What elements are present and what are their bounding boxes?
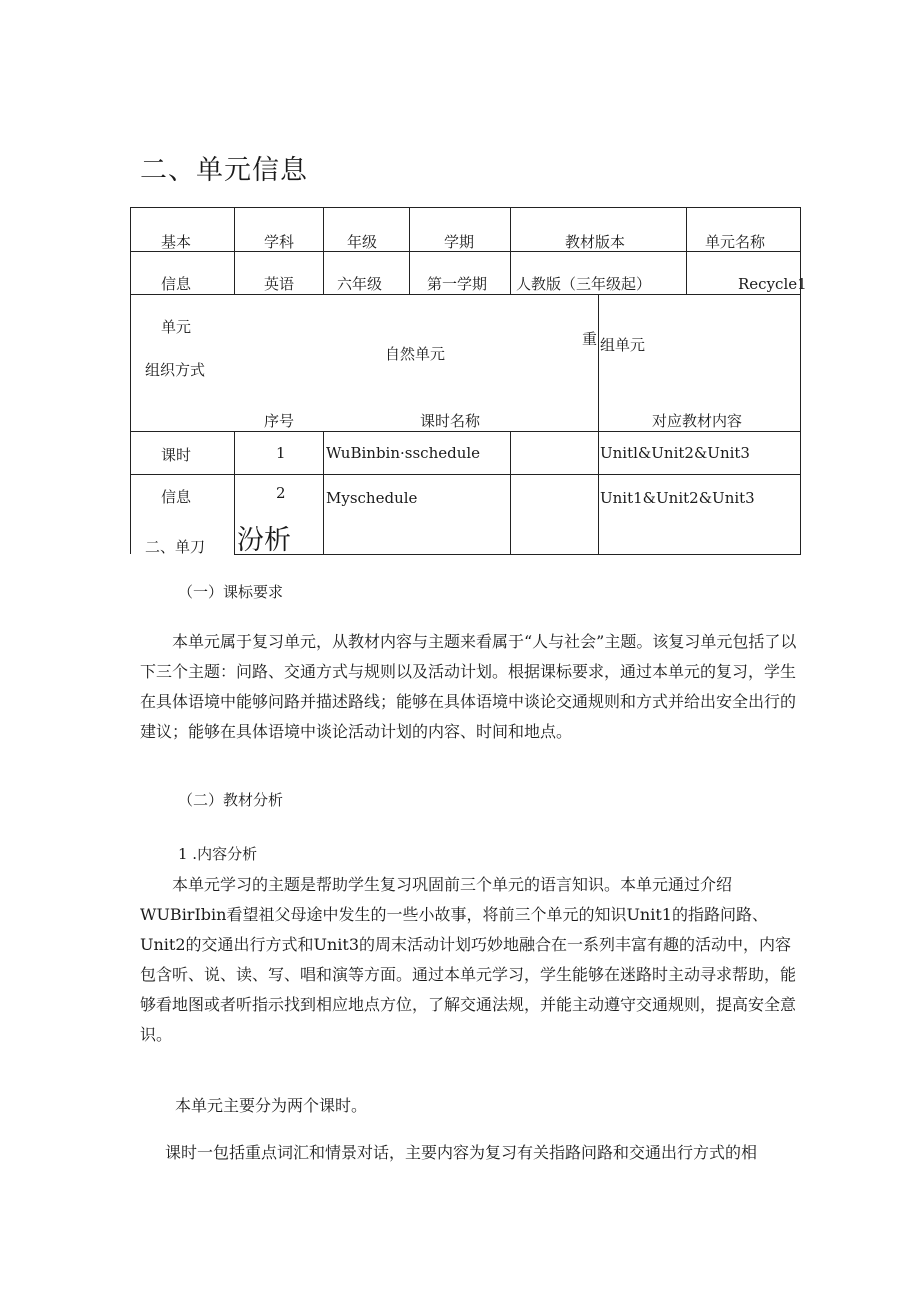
section-2-body — [140, 870, 800, 1050]
overflow-heading-left: 二、单刀 — [145, 538, 206, 556]
header-unit-name: 单元名称 — [705, 233, 766, 251]
section-2-paragraph-3: 课时一包括重点词汇和情景对话，主要内容为复习有关指路问路和交通出行方式的相 — [165, 1143, 758, 1162]
table-col-line — [510, 431, 511, 554]
lesson-content: Unitl&Unit2&Unit3 — [600, 444, 750, 462]
section-title: 二、单元信息 — [140, 155, 308, 186]
info-grade: 六年级 — [337, 275, 383, 293]
table-row-line — [130, 294, 801, 295]
table-col-line — [234, 431, 235, 554]
header-subject: 学科 — [264, 233, 295, 251]
table-border-right — [800, 207, 801, 554]
header-grade: 年级 — [347, 233, 378, 251]
section-1-body — [140, 627, 800, 747]
table-col-line — [686, 207, 687, 294]
header-textbook: 教材版本 — [565, 233, 626, 251]
lesson-seq: 2 — [276, 484, 286, 502]
section-2-paragraph: 本单元学习的主题是帮助学生复习巩固前三个单元的语言知识。本单元通过介绍WUBirIbin看望祖父母途中发生的一些小故事，将前三个单元的知识Unit1的指路问路、Unit2的交通出行方式和Unit3的周末活动计划巧妙地融合在一系列丰富有趣的活动中，内容包含听、说、读、写、唱和演等方面。通过本单元学习，学生能够在迷路时主动寻求帮助，能够看地图或者听指示找到相应地点方位，了解交通法规，并能主动遵守交通规则，提高安全意识。 — [140, 875, 797, 1044]
lesson-seq: 1 — [276, 444, 286, 462]
table-col-line — [598, 294, 599, 554]
header-term: 学期 — [444, 233, 475, 251]
table-row-line — [130, 431, 801, 432]
org-natural-unit: 自然单元 — [385, 345, 446, 363]
org-reorg-part2: 组单元 — [600, 336, 646, 354]
header-basic: 基本 — [161, 233, 192, 251]
info-unit-name: Recycle1 — [738, 275, 807, 293]
table-col-line — [409, 207, 410, 294]
table-row-line — [130, 474, 801, 475]
section-2-paragraph-2: 本单元主要分为两个课时。 — [175, 1096, 368, 1115]
section-1-heading: （一）课标要求 — [178, 583, 284, 601]
table-border-bottom — [234, 554, 801, 555]
overflow-heading-big: 汾析 — [237, 525, 291, 556]
table-col-line — [234, 207, 235, 294]
col-seq-header: 序号 — [264, 412, 295, 430]
info-textbook: 人教版（三年级起） — [516, 275, 652, 293]
info-subject: 英语 — [264, 275, 295, 293]
section-1-paragraph: 本单元属于复习单元，从教材内容与主题来看属于“人与社会”主题。该复习单元包括了以下三个主题：问路、交通方式与规则以及活动计划。根据课标要求，通过本单元的复习，学生在具体语境中能够问路并描述路线；能够在具体语境中谈论交通规则和方式并给出安全出行的建议；能够在具体语境中谈论活动计划的内容、时间和地点。 — [140, 632, 797, 741]
col-content-header: 对应教材内容 — [652, 412, 743, 430]
org-label-line2: 组织方式 — [145, 361, 206, 379]
lesson-content: Unit1&Unit2&Unit3 — [600, 489, 755, 507]
info-term: 第一学期 — [427, 275, 488, 293]
lesson-name: Myschedule — [326, 489, 418, 507]
lesson-label: 信息 — [161, 488, 192, 506]
org-label-line1: 单元 — [161, 318, 192, 336]
table-col-line — [323, 207, 324, 294]
lesson-name: WuBinbin·sschedule — [326, 444, 481, 462]
section-2-subheading: 1 .内容分析 — [178, 845, 258, 863]
info-label: 信息 — [161, 275, 192, 293]
table-col-line — [323, 431, 324, 554]
table-col-line — [510, 207, 511, 294]
org-reorg-part1: 重 — [582, 330, 598, 348]
col-lesson-header: 课时名称 — [420, 412, 481, 430]
lesson-label: 课时 — [161, 446, 192, 464]
section-2-heading: （二）教材分析 — [178, 791, 284, 809]
table-border-top — [130, 207, 801, 208]
table-border-left — [130, 207, 131, 554]
